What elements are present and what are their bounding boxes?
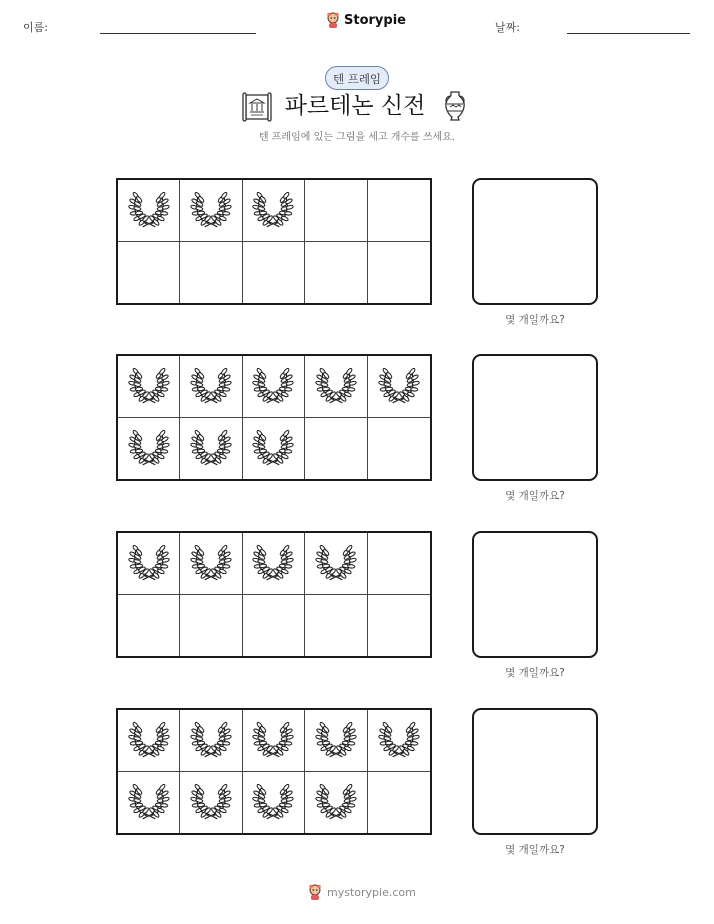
ten-frame-3 xyxy=(116,531,432,658)
ten-frame-cell xyxy=(368,180,430,242)
ten-frame-cell xyxy=(180,533,242,595)
laurel-wreath-icon xyxy=(252,542,294,584)
amphora-icon xyxy=(441,90,469,122)
ten-frame-cell xyxy=(243,242,305,304)
ten-frame-cell xyxy=(180,595,242,657)
laurel-wreath-icon xyxy=(190,365,232,407)
page-title: 파르테논 신전 xyxy=(284,93,426,119)
ten-frame-cell xyxy=(305,180,367,242)
ten-frame-cell xyxy=(368,595,430,657)
name-line xyxy=(100,33,256,34)
ten-frame-cell xyxy=(180,772,242,834)
ten-frame-cell xyxy=(243,418,305,480)
date-label: 날짜: xyxy=(495,21,520,34)
question-2: 몇 개일까요? xyxy=(505,490,565,502)
laurel-wreath-icon xyxy=(378,365,420,407)
ten-frame-cell xyxy=(118,356,180,418)
ten-frame-1 xyxy=(116,178,432,305)
answer-box-1[interactable] xyxy=(472,178,598,305)
ten-frame-cell xyxy=(243,180,305,242)
ten-frame-cell xyxy=(180,418,242,480)
ten-frame-cell xyxy=(180,356,242,418)
ten-frame-cell xyxy=(180,710,242,772)
ten-frame-cell xyxy=(368,356,430,418)
ten-frame-cell xyxy=(180,180,242,242)
laurel-wreath-icon xyxy=(128,189,170,231)
date-line xyxy=(567,33,690,34)
question-3: 몇 개일까요? xyxy=(505,667,565,679)
laurel-wreath-icon xyxy=(252,781,294,823)
laurel-wreath-icon xyxy=(128,719,170,761)
question-1: 몇 개일까요? xyxy=(505,314,565,326)
laurel-wreath-icon xyxy=(315,781,357,823)
ten-frame-cell xyxy=(368,772,430,834)
brand xyxy=(325,12,406,29)
ten-frame-2 xyxy=(116,354,432,481)
storypie-mascot-icon xyxy=(307,884,323,901)
laurel-wreath-icon xyxy=(128,781,170,823)
laurel-wreath-icon xyxy=(315,365,357,407)
ten-frame-cell xyxy=(368,242,430,304)
ten-frame-cell xyxy=(243,772,305,834)
laurel-wreath-icon xyxy=(378,719,420,761)
ten-frame-cell xyxy=(118,710,180,772)
ten-frame-cell xyxy=(305,418,367,480)
ten-frame-cell xyxy=(118,772,180,834)
answer-box-3[interactable] xyxy=(472,531,598,658)
ten-frame-cell xyxy=(118,533,180,595)
ten-frame-cell xyxy=(305,772,367,834)
name-label: 이름: xyxy=(23,21,48,34)
ten-frame-cell xyxy=(305,533,367,595)
answer-box-2[interactable] xyxy=(472,354,598,481)
ten-frame-cell xyxy=(368,418,430,480)
ten-frame-cell xyxy=(118,180,180,242)
laurel-wreath-icon xyxy=(252,427,294,469)
ten-frame-cell xyxy=(368,533,430,595)
laurel-wreath-icon xyxy=(190,781,232,823)
ten-frame-cell xyxy=(118,595,180,657)
ten-frame-cell xyxy=(180,242,242,304)
instructions: 텐 프레임에 있는 그림을 세고 개수를 쓰세요. xyxy=(258,132,456,143)
laurel-wreath-icon xyxy=(252,365,294,407)
footer xyxy=(307,884,416,901)
ten-frame-cell xyxy=(243,533,305,595)
ten-frame-cell xyxy=(243,356,305,418)
laurel-wreath-icon xyxy=(315,719,357,761)
ten-frame-cell xyxy=(368,710,430,772)
answer-box-4[interactable] xyxy=(472,708,598,835)
footer-site: mystorypie.com xyxy=(327,886,416,899)
topic-pill: 텐 프레임 xyxy=(325,66,389,90)
laurel-wreath-icon xyxy=(190,719,232,761)
ten-frame-cell xyxy=(305,595,367,657)
laurel-wreath-icon xyxy=(128,542,170,584)
ten-frame-cell xyxy=(243,595,305,657)
laurel-wreath-icon xyxy=(128,427,170,469)
laurel-wreath-icon xyxy=(190,542,232,584)
ten-frame-cell xyxy=(118,242,180,304)
laurel-wreath-icon xyxy=(190,427,232,469)
storypie-mascot-icon xyxy=(325,12,341,29)
ten-frame-cell xyxy=(118,418,180,480)
laurel-wreath-icon xyxy=(252,719,294,761)
question-4: 몇 개일까요? xyxy=(505,844,565,856)
laurel-wreath-icon xyxy=(315,542,357,584)
laurel-wreath-icon xyxy=(128,365,170,407)
ten-frame-cell xyxy=(305,356,367,418)
ten-frame-4 xyxy=(116,708,432,835)
brand-name: Storypie xyxy=(344,13,406,28)
ten-frame-cell xyxy=(305,710,367,772)
laurel-wreath-icon xyxy=(252,189,294,231)
scroll-icon xyxy=(241,92,273,122)
laurel-wreath-icon xyxy=(190,189,232,231)
ten-frame-cell xyxy=(305,242,367,304)
ten-frame-cell xyxy=(243,710,305,772)
